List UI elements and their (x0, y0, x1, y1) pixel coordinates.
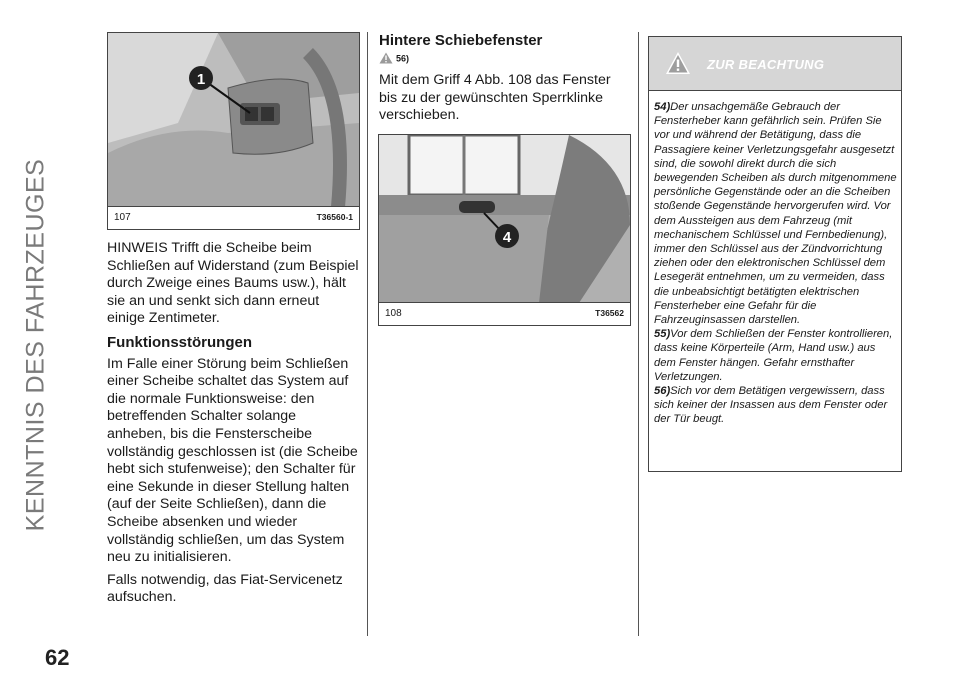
figure-108-code: T36562 (595, 308, 624, 318)
warning-triangle-icon (379, 52, 393, 66)
figure-107-illustration (108, 33, 359, 207)
warning-item-text: Vor dem Schließen der Fenster kontrollieren, dass keine Körperteile (Arm, Hand usw.) aus dem Fenster hängen. Gefahr ernsthafter Verletzungen. (654, 328, 893, 383)
warning-item-number: 54) (654, 101, 671, 113)
rear-window-paragraph: Mit dem Griff 4 Abb. 108 das Fenster bis zu der gewünschten Sperrklinke verschieben. (379, 72, 611, 124)
figure-107-code: T36560-1 (316, 212, 353, 222)
figure-108-number: 108 (385, 308, 402, 319)
figure-107-callout: 1 (196, 71, 206, 88)
figure-108-callout: 4 (502, 229, 512, 246)
section-heading-malfunctions: Funktionsstörungen (107, 333, 252, 351)
warning-item-text: Der unsachgemäße Gebrauch der Fensterheber kann gefährlich sein. Prüfen Sie vor und während der Betätigung, dass die Passagiere keiner Verletzungsgefahr ausgesetzt sind, die sowohl direkt durch die sich bewegenden Scheiben als durch mitgenommene persönliche Gegenstände oder an die Scheiben stoßende Gegenstände hervorgerufen wird. Vor dem Aussteigen aus dem Fahrzeug (mit mechanischem Schlüssel und Fernbedienung), immer den Schlüssel aus der Zündvorrichtung ziehen oder den elektronischen Schlüssel dem Lesegerät entnehmen, um zu vermeiden, dass die unbeabsichtigt betätigten elektrischen Fensterheber eine Gefahr für die Fahrzeuginsassen darstellen. (654, 101, 897, 327)
warning-reference-number: 56) (396, 53, 410, 64)
column-1 (107, 240, 359, 612)
warning-item-54 (654, 100, 898, 327)
figure-108 (378, 134, 631, 326)
warning-item-number: 55) (654, 328, 671, 341)
figure-107-number: 107 (114, 212, 131, 223)
figure-108-caption (379, 302, 630, 325)
warning-reference (379, 52, 409, 66)
warning-item-56 (654, 384, 898, 427)
side-title-text: KENNTNIS DES FAHRZEUGES (21, 158, 50, 532)
warning-box (648, 36, 902, 472)
figure-107-caption (108, 206, 359, 229)
warning-box-body (654, 100, 898, 427)
note-paragraph: HINWEIS Trifft die Scheibe beim Schließen auf Widerstand (zum Beispiel durch Zweige eines Baums usw.), hält sie an und senkt sich dann erneut einige Zentimeter. (107, 240, 359, 327)
figure-108-illustration (379, 135, 630, 303)
warning-item-55 (654, 327, 898, 384)
section-heading-rear-windows: Hintere Schiebefenster (379, 32, 543, 49)
column-divider-2 (638, 32, 639, 636)
figure-107 (107, 32, 360, 230)
malfunction-paragraph: Im Falle einer Störung beim Schließen einer Scheibe schaltet das System auf die normale Funktionsweise: den betreffenden Schalter solange anheben, bis die Fensterscheibe vollständig geschlossen ist (die Scheibe hebt sich stufenweise); den Schalter für eine Sekunde in dieser Stellung halten (auf der Seite Schließen), dann die Scheibe absenken und wieder vollständig schließen, um das System neu zu initialisieren. (107, 355, 358, 566)
column-divider-1 (367, 32, 368, 636)
service-paragraph: Falls notwendig, das Fiat-Servicenetz aufsuchen. (107, 571, 343, 606)
warning-item-number: 56) (654, 385, 671, 398)
warning-item-text: Sich vor dem Betätigen vergewissern, dass sich keiner der Insassen aus dem Fenster oder der Tür beugt. (654, 385, 888, 426)
warning-box-title: ZUR BEACHTUNG (707, 57, 825, 72)
warning-box-header (649, 37, 901, 91)
warning-box-triangle-icon (665, 51, 691, 80)
page-number: 62 (45, 645, 70, 670)
